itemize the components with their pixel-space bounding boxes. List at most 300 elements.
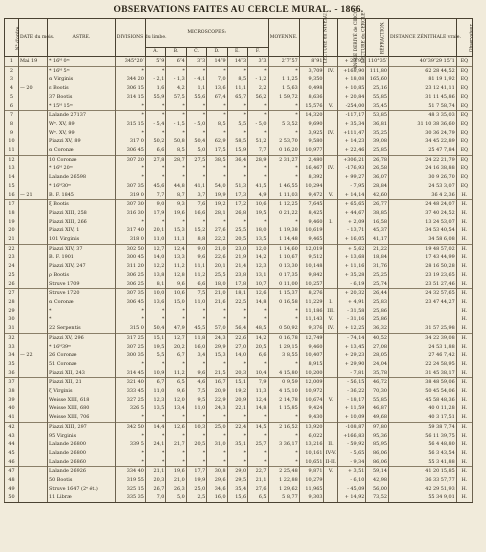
row-distance: 50 45 54,06 xyxy=(389,387,457,396)
header-astre: ASTRE. xyxy=(48,19,116,57)
table-row xyxy=(5,57,473,67)
row-moyenne: 1 59,72 xyxy=(268,93,299,102)
row-mic-d: 25,5 xyxy=(207,271,227,280)
row-mic-b: * xyxy=(166,458,186,467)
row-divisions: 316 30 xyxy=(115,209,145,218)
row-angle xyxy=(324,360,338,369)
row-divisions: 307 20 xyxy=(115,155,145,164)
row-mic-f: * xyxy=(248,173,268,182)
row-number: 36 xyxy=(5,369,19,378)
row-distance: 24 53 1,88 xyxy=(389,343,457,352)
row-mic-e: 20,3 xyxy=(227,369,247,378)
row-refraction: 45,37 xyxy=(366,226,389,235)
row-moyenne: * xyxy=(268,111,299,120)
row-moyenne: 4 15,10 xyxy=(268,387,299,396)
row-date xyxy=(18,262,47,271)
row-date xyxy=(18,369,47,378)
row-distance: 19 48 57,02 xyxy=(389,244,457,253)
row-mic-e: * xyxy=(227,413,247,422)
row-date xyxy=(18,298,47,307)
row-date xyxy=(18,360,47,369)
row-refraction: 25,85 xyxy=(366,146,389,155)
row-mic-b: 10,6 xyxy=(166,289,186,298)
row-divisions: 317 40 xyxy=(115,226,145,235)
row-mic-b: 13,4 xyxy=(166,404,186,413)
row-mic-b: * xyxy=(166,432,186,441)
row-divisions: 314 15 xyxy=(115,93,145,102)
row-lecture: 12,019 xyxy=(299,244,324,253)
row-moyenne: * xyxy=(268,315,299,324)
header-mic-f: F. xyxy=(248,48,268,57)
row-lecture: 3,709 xyxy=(299,66,324,75)
row-mic-b: 15,0 xyxy=(166,298,186,307)
row-mic-e: 19,2 xyxy=(227,387,247,396)
row-angle xyxy=(324,432,338,441)
row-astre: B. F. 1901 xyxy=(48,253,116,262)
row-cercle: + 18,08 xyxy=(338,75,366,84)
row-cercle: - 56,15 xyxy=(338,378,366,387)
table-row xyxy=(5,307,473,316)
row-mic-d: 22,6 xyxy=(207,253,227,262)
row-number: 44 xyxy=(5,440,19,449)
row-mic-a: * xyxy=(145,111,165,120)
row-mic-b: * xyxy=(166,307,186,316)
row-refraction: 25,16 xyxy=(366,84,389,93)
row-mic-d: * xyxy=(207,315,227,324)
row-angle: V. xyxy=(324,315,338,324)
row-observateur: H. xyxy=(456,458,472,467)
row-date xyxy=(18,200,47,209)
row-astre: α Virginis xyxy=(48,75,116,84)
row-lecture: 10,619 xyxy=(299,226,324,235)
row-cercle: + 13,68 xyxy=(338,253,366,262)
row-mic-c: * xyxy=(186,458,206,467)
row-observateur: H. xyxy=(456,476,472,485)
row-distance: 28 16 50,28 xyxy=(389,262,457,271)
row-mic-a: 10,9 xyxy=(145,369,165,378)
row-cercle: + 65,65 xyxy=(338,200,366,209)
row-lecture: 10,161 xyxy=(299,449,324,458)
row-mic-f: * xyxy=(248,449,268,458)
row-mic-a: 14,0 xyxy=(145,253,165,262)
row-distance: 24 53 3,07 xyxy=(389,182,457,191)
row-observateur: H. xyxy=(456,369,472,378)
row-moyenne: 5 8,77 xyxy=(268,493,299,502)
row-divisions: 314 45 xyxy=(115,369,145,378)
row-mic-f: 10,6 xyxy=(248,200,268,209)
row-refraction: 55,85 xyxy=(366,396,389,405)
row-mic-f: 14,2 xyxy=(248,253,268,262)
row-astre: 50 Bootis xyxy=(48,476,116,485)
row-divisions: 345°20′ xyxy=(115,57,145,67)
table-row xyxy=(5,155,473,164)
row-mic-a: 45,6 xyxy=(145,182,165,191)
row-mic-d: 21,0 xyxy=(207,244,227,253)
row-moyenne: 1 11,03 xyxy=(268,191,299,200)
row-mic-e: 36,4 xyxy=(227,155,247,164)
row-moyenne: 1 10,67 xyxy=(268,253,299,262)
row-distance: 23 51 27,46 xyxy=(389,280,457,289)
row-divisions: * xyxy=(115,307,145,316)
row-divisions: 306 15 xyxy=(115,84,145,93)
row-mic-b: 11,2 xyxy=(166,369,186,378)
row-refraction: 46,87 xyxy=(366,404,389,413)
row-mic-e: * xyxy=(227,218,247,227)
table-row xyxy=(5,173,473,182)
row-lecture: 8,915 xyxy=(299,360,324,369)
row-divisions: 300 35 xyxy=(115,351,145,360)
row-lecture: 14,320 xyxy=(299,111,324,120)
row-mic-a: * xyxy=(145,307,165,316)
row-mic-e: * xyxy=(227,449,247,458)
row-mic-e: 18,1 xyxy=(227,289,247,298)
row-mic-a: 13,6 xyxy=(145,298,165,307)
row-refraction: 111,80 xyxy=(366,66,389,75)
row-moyenne: 1 46,55 xyxy=(268,182,299,191)
row-date xyxy=(18,271,47,280)
row-mic-d: 25,0 xyxy=(207,422,227,431)
row-mic-c: 16,0 xyxy=(186,343,206,352)
row-moyenne: * xyxy=(268,307,299,316)
row-mic-c: 11,8 xyxy=(186,333,206,342)
row-refraction: 36,07 xyxy=(366,173,389,182)
row-mic-e: 26,8 xyxy=(227,209,247,218)
row-refraction: 38,85 xyxy=(366,209,389,218)
row-astre: Lalande 26926 xyxy=(48,467,116,476)
row-divisions: 342 50 xyxy=(115,422,145,431)
row-number: 37 xyxy=(5,378,19,387)
row-divisions: 317 25 xyxy=(115,333,145,342)
row-mic-b: * xyxy=(166,164,186,173)
row-mic-f: * xyxy=(248,111,268,120)
row-astre: ε Bootis xyxy=(48,84,116,93)
row-lecture: 9,580 xyxy=(299,137,324,146)
row-refraction: 42,60 xyxy=(366,191,389,200)
row-distance: 27 46 7,42 xyxy=(389,351,457,360)
row-refraction: 35,45 xyxy=(366,102,389,111)
row-mic-a: 11,0 xyxy=(145,387,165,396)
row-cercle: - 6,10 xyxy=(338,476,366,485)
row-moyenne: 0 16,78 xyxy=(268,333,299,342)
row-angle xyxy=(324,262,338,271)
table-row xyxy=(5,66,473,75)
row-moyenne: * xyxy=(268,218,299,227)
row-mic-e: 15,1 xyxy=(227,378,247,387)
row-astre: Lalande 26860 xyxy=(48,458,116,467)
table-row xyxy=(5,324,473,333)
row-angle xyxy=(324,422,338,431)
row-divisions: * xyxy=(115,315,145,324)
row-mic-f: * xyxy=(248,164,268,173)
row-mic-f: - 1,2 xyxy=(248,75,268,84)
row-observateur: EQ xyxy=(456,129,472,138)
row-observateur: EQ xyxy=(456,57,472,67)
row-mic-a: * xyxy=(145,129,165,138)
row-mic-c: 17,7 xyxy=(186,467,206,476)
row-observateur: EQ xyxy=(456,146,472,155)
row-observateur: H. xyxy=(456,432,472,441)
row-mic-b: * xyxy=(166,66,186,75)
row-divisions: 327 25 xyxy=(115,396,145,405)
row-mic-f: * xyxy=(248,458,268,467)
row-mic-f: 7,7 xyxy=(248,146,268,155)
row-number: 14 xyxy=(5,173,19,182)
row-observateur: EQ xyxy=(456,137,472,146)
row-distance: 41 20 15,85 xyxy=(389,467,457,476)
row-number: 33 xyxy=(5,343,19,352)
row-mic-b: 12,0 xyxy=(166,396,186,405)
row-observateur: EQ xyxy=(456,173,472,182)
row-moyenne: 1 19,38 xyxy=(268,226,299,235)
table-row xyxy=(5,226,473,235)
row-date xyxy=(18,476,47,485)
row-divisions: 319 55 xyxy=(115,476,145,485)
row-mic-f: * xyxy=(248,66,268,75)
row-lecture: 10,294 xyxy=(299,182,324,191)
row-mic-b: 44,8 xyxy=(166,182,186,191)
row-mic-e: 23,8 xyxy=(227,271,247,280)
row-mic-d: * xyxy=(207,173,227,182)
row-mic-d: 8,5 xyxy=(207,120,227,129)
row-cercle: +166,83 xyxy=(338,432,366,441)
row-mic-b: 11,2 xyxy=(166,262,186,271)
table-row xyxy=(5,200,473,209)
row-cercle: - 5,65 xyxy=(338,449,366,458)
row-mic-e: 15,9 xyxy=(227,146,247,155)
page-title: OBSERVATIONS FAITES AU CERCLE MURAL. - 1866. xyxy=(113,5,364,15)
row-mic-f: 28,9 xyxy=(248,155,268,164)
row-observateur: EQ xyxy=(456,164,472,173)
row-lecture: 6,022 xyxy=(299,432,324,441)
row-cercle: + 20,84 xyxy=(338,93,366,102)
row-lecture: 12,009 xyxy=(299,378,324,387)
table-row xyxy=(5,244,473,253)
row-mic-d: 30,8 xyxy=(207,467,227,476)
row-distance: 56 11 39,75 xyxy=(389,432,457,441)
row-angle xyxy=(324,137,338,146)
row-divisions: 334 40 xyxy=(115,467,145,476)
row-number: 49 xyxy=(5,485,19,494)
row-lecture: 15,576 xyxy=(299,102,324,111)
row-mic-a: 27,8 xyxy=(145,155,165,164)
table-row xyxy=(5,75,473,84)
row-divisions: * xyxy=(115,66,145,75)
row-observateur: H. xyxy=(456,396,472,405)
row-observateur: H. xyxy=(456,271,472,280)
row-lecture: 9,424 xyxy=(299,404,324,413)
row-mic-a: 5,5 xyxy=(145,351,165,360)
row-date xyxy=(18,137,47,146)
table-row xyxy=(5,289,473,298)
row-astre: Piazzi XIII, 297 xyxy=(48,422,116,431)
row-lecture: 10,651 xyxy=(299,458,324,467)
row-mic-f: 25,7 xyxy=(248,440,268,449)
row-mic-f: 22,7 xyxy=(248,467,268,476)
row-mic-b: * xyxy=(166,315,186,324)
row-number: 6 xyxy=(5,102,19,111)
row-astre: Piazzi XIV, 1 xyxy=(48,226,116,235)
row-date xyxy=(18,440,47,449)
row-number: 45 xyxy=(5,449,19,458)
row-distance: 34 58 6,08 xyxy=(389,235,457,244)
row-observateur: H. xyxy=(456,244,472,253)
row-distance: 23 47 44,27 xyxy=(389,298,457,307)
row-mic-f: 4,9 xyxy=(248,191,268,200)
row-observateur: H. xyxy=(456,289,472,298)
row-mic-d: 17,5 xyxy=(207,146,227,155)
row-distance: 31 45 38,17 xyxy=(389,369,457,378)
row-mic-a: 20,1 xyxy=(145,226,165,235)
header-mic-a: A. xyxy=(145,48,165,57)
row-distance: 42 29 51,93 xyxy=(389,485,457,494)
row-mic-d: 21,6 xyxy=(207,298,227,307)
row-angle xyxy=(324,146,338,155)
row-lecture: 9,690 xyxy=(299,120,324,129)
row-mic-f: 14,8 xyxy=(248,404,268,413)
table-row xyxy=(5,422,473,431)
row-moyenne: * xyxy=(268,129,299,138)
row-date xyxy=(18,422,47,431)
row-cercle: + 35,34 xyxy=(338,120,366,129)
row-mic-c: 4,6 xyxy=(186,378,206,387)
row-refraction: 24,04 xyxy=(366,360,389,369)
row-astre: Wᵉ. XV, 89 xyxy=(48,120,116,129)
row-angle xyxy=(324,333,338,342)
row-date xyxy=(18,404,47,413)
row-mic-f: 10,4 xyxy=(248,369,268,378)
row-number: 48 xyxy=(5,476,19,485)
row-lecture: 10,279 xyxy=(299,476,324,485)
row-mic-e: 17,8 xyxy=(227,280,247,289)
table-row xyxy=(5,235,473,244)
row-mic-d: 19,2 xyxy=(207,200,227,209)
row-angle xyxy=(324,182,338,191)
row-lecture: 9,460 xyxy=(299,343,324,352)
table-row xyxy=(5,271,473,280)
row-lecture: 8″91 xyxy=(299,57,324,67)
row-mic-d: 62,9 xyxy=(207,137,227,146)
row-mic-b: 20,2 xyxy=(166,343,186,352)
row-lecture: 0,498 xyxy=(299,84,324,93)
row-angle xyxy=(324,289,338,298)
row-astre: Piazzi XIII, 266 xyxy=(48,218,116,227)
row-mic-e: 35,1 xyxy=(227,440,247,449)
row-divisions: * xyxy=(115,129,145,138)
row-astre: * 16ᴴ39ᵐ xyxy=(48,343,116,352)
row-astre: * xyxy=(48,315,116,324)
row-cercle: + 11,16 xyxy=(338,262,366,271)
header-cercle: LECTURE du CERCLE xyxy=(338,19,366,57)
row-astre: * 15ᴴ 15ᵐ xyxy=(48,102,116,111)
row-mic-d: 19,9 xyxy=(207,191,227,200)
row-cercle: - 59,92 xyxy=(338,440,366,449)
row-date xyxy=(18,343,47,352)
row-divisions: * xyxy=(115,218,145,227)
row-moyenne: 3 36,17 xyxy=(268,440,299,449)
row-distance: 40″39″29 15″1 xyxy=(389,57,457,67)
row-distance: 48 3 35,03 xyxy=(389,111,457,120)
row-mic-c: 19,9 xyxy=(186,476,206,485)
row-astre: * 16ᴴ 5ᵐ xyxy=(48,66,116,75)
row-angle xyxy=(324,75,338,84)
row-astre: Weisse XIII, 706 xyxy=(48,413,116,422)
row-number: 28 xyxy=(5,298,19,307)
row-mic-d: 24,3 xyxy=(207,333,227,342)
row-lecture: 12,749 xyxy=(299,333,324,342)
row-distance: 37 40 24,52 xyxy=(389,209,457,218)
row-mic-c: 6,6 xyxy=(186,280,206,289)
row-number: 7 xyxy=(5,111,19,120)
row-divisions: 306 45 xyxy=(115,146,145,155)
row-mic-f: * xyxy=(248,315,268,324)
row-distance: 24 22 21,79 xyxy=(389,155,457,164)
row-mic-a: 50,4 xyxy=(145,324,165,333)
row-date xyxy=(18,289,47,298)
row-lecture: 8,392 xyxy=(299,173,324,182)
row-angle: II. xyxy=(324,440,338,449)
row-date xyxy=(18,146,47,155)
row-number: 20 xyxy=(5,226,19,235)
row-astre: Weisse XIII, 680 xyxy=(48,404,116,413)
row-angle: V. xyxy=(324,467,338,476)
table-row xyxy=(5,485,473,494)
row-cercle: - 18,17 xyxy=(338,396,366,405)
row-mic-a: 5″9 xyxy=(145,57,165,67)
row-date xyxy=(18,387,47,396)
row-observateur: H. xyxy=(456,226,472,235)
row-mic-e: * xyxy=(227,129,247,138)
row-mic-a: * xyxy=(145,458,165,467)
row-mic-c: 15,2 xyxy=(186,226,206,235)
row-angle: IV. xyxy=(324,129,338,138)
table-row xyxy=(5,315,473,324)
row-observateur: EQ xyxy=(456,155,472,164)
row-number: 12 xyxy=(5,155,19,164)
row-mic-f: * xyxy=(248,218,268,227)
row-mic-c: 9,0 xyxy=(186,244,206,253)
row-moyenne: 2 31,27 xyxy=(268,155,299,164)
row-date xyxy=(18,493,47,502)
row-mic-f: 21,1 xyxy=(248,476,268,485)
row-divisions: 321 40 xyxy=(115,378,145,387)
row-angle xyxy=(324,235,338,244)
row-refraction: 26,58 xyxy=(366,164,389,173)
row-mic-e: 35,4 xyxy=(227,485,247,494)
row-cercle: + 29,90 xyxy=(338,360,366,369)
row-astre: Lalande 27137 xyxy=(48,111,116,120)
row-observateur: H. xyxy=(456,333,472,342)
row-date xyxy=(18,324,47,333)
row-mic-a: 12,2 xyxy=(145,262,165,271)
row-astre: * 16ᴴ30ᵐ xyxy=(48,182,116,191)
row-lecture: 8,276 xyxy=(299,289,324,298)
row-mic-a: 14,4 xyxy=(145,422,165,431)
row-mic-b: 9,6 xyxy=(166,280,186,289)
row-mic-d: * xyxy=(207,102,227,111)
row-astre: * 16ᴴ 0ᵐ xyxy=(48,57,116,67)
row-mic-a: * xyxy=(145,66,165,75)
row-refraction: 26,78 xyxy=(366,155,389,164)
row-mic-b: 5,0 xyxy=(166,493,186,502)
row-moyenne: 1 29,15 xyxy=(268,343,299,352)
row-mic-d: 31,0 xyxy=(207,440,227,449)
row-observateur: H. xyxy=(456,493,472,502)
row-date xyxy=(18,458,47,467)
row-angle xyxy=(324,244,338,253)
row-date xyxy=(18,182,47,191)
row-angle xyxy=(324,173,338,182)
row-date xyxy=(18,467,47,476)
